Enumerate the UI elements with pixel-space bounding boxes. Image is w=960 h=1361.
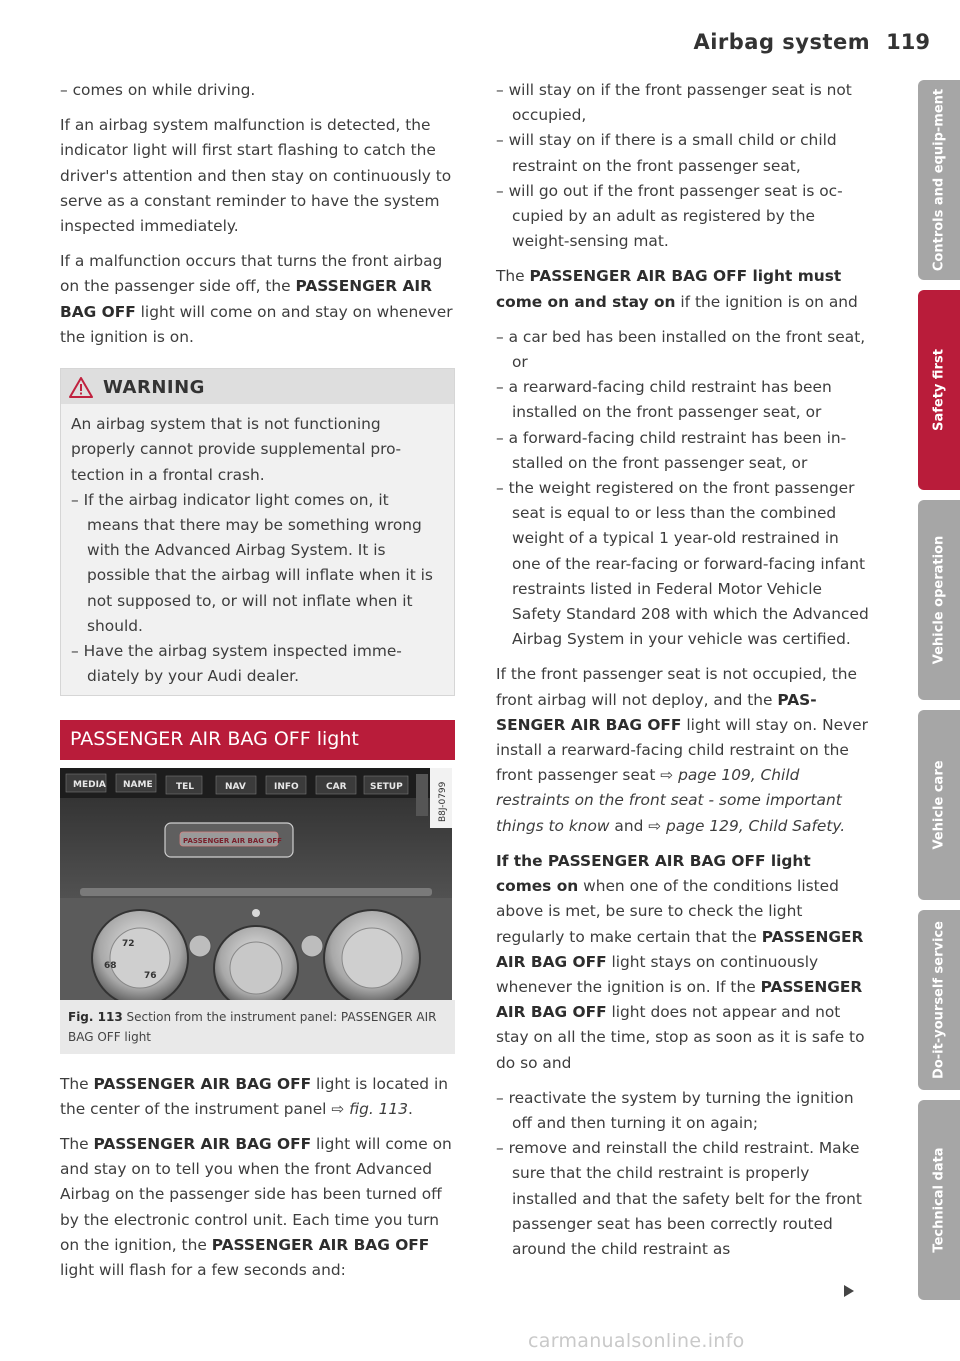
warning-body <box>61 404 454 695</box>
page-reference-link[interactable]: ⇨ page 109, Child restraints on the front seat - some important things to know <box>496 766 842 835</box>
paragraph: – comes on while driving. <box>60 81 256 99</box>
paragraph: The PASSENGER AIR BAG OFF light must come on and stay on if the ignition is on and <box>496 267 858 311</box>
condition-list <box>496 78 871 254</box>
figure-number: Fig. 113 <box>68 1009 123 1024</box>
list-item: – will stay on if there is a small child or child restraint on the front passenger seat, <box>496 131 837 175</box>
section-title: PASSENGER AIR BAG OFF light <box>60 720 455 759</box>
tel-button-label: TEL <box>176 781 195 792</box>
setup-button-label: SETUP <box>370 781 403 792</box>
warning-title: WARNING <box>103 377 205 399</box>
media-button-label: MEDIA <box>73 779 106 790</box>
warning-text: An airbag system that is not functioning properly cannot provide supplemental protection in a frontal crash. <box>71 415 402 484</box>
action-list <box>496 1086 871 1262</box>
name-button-label: NAME <box>123 779 153 790</box>
warning-header <box>61 369 454 404</box>
list-item: – the weight registered on the front passenger seat is equal to or less than the combined weight of a typical 1 year-old restrained in one of the rear-facing or forward-facing infant restraints listed in Federal Motor Vehicle Safety Standard 208 with which the Advanced Airbag System in your vehicle was certified. <box>496 479 869 649</box>
tab-do-it-yourself-service[interactable]: Do-it-yourself service <box>918 910 960 1090</box>
warning-triangle-icon <box>69 377 93 398</box>
list-item: – will stay on if the front passenger seat is not occupied, <box>496 81 852 125</box>
left-column <box>60 78 455 1293</box>
list-item: – will go out if the front passenger seat is occupied by an adult as registered by the weight-sensing mat. <box>496 181 843 251</box>
list-item: – a forward-facing child restraint has been installed on the front passenger seat, or <box>496 428 847 472</box>
figure-reference-link[interactable]: ⇨ fig. 113 <box>331 1099 409 1118</box>
chapter-title: Airbag system <box>693 30 871 54</box>
tab-controls-and-equipment[interactable]: Controls and equip-ment <box>918 80 960 280</box>
nav-button-label: NAV <box>225 781 246 792</box>
list-item: – a car bed has been installed on the front seat, or <box>496 327 866 372</box>
indicator-name: PASSENGER AIR BAG OFF <box>60 277 433 321</box>
paragraph: If the PASSENGER AIR BAG OFF light comes on when one of the conditions listed above is met, be sure to check the light regularly to make certain that the PASSENGER AIR BAG OFF light stays on continuously whenever the ignition is on. If the PASSENGER AIR BAG OFF light does not appear and not stay on all the time, stop as soon as it is safe to do so and <box>496 851 865 1072</box>
list-item: – reactivate the system by turning the ignition off and then turning it on again; <box>496 1088 854 1132</box>
figure-code: B8J-0799 <box>438 781 448 822</box>
temp-label-3: 76 <box>144 970 157 981</box>
list-item: – remove and reinstall the child restraint. Make sure that the child restraint is properly installed and that the safety belt for the front passenger seat has been correctly routed around the child restraint as <box>496 1139 862 1258</box>
warning-box <box>60 368 455 696</box>
tab-safety-first[interactable]: Safety first <box>918 290 960 490</box>
paragraph: If a malfunction occurs that turns the front airbag on the passenger side off, the PASSENGER AIR BAG OFF light will come on and stay on whenever the ignition is on. <box>60 252 453 346</box>
warning-item: – Have the airbag system inspected immediately by your Audi dealer. <box>71 642 402 686</box>
condition-list <box>496 325 871 653</box>
paragraph: The PASSENGER AIR BAG OFF light will come on and stay on to tell you when the front Advanced Airbag on the passenger side has been turned off by the electronic control unit. Each time you turn on the ignition, the PASSENGER AIR BAG OFF light will flash for a few seconds and: <box>60 1135 452 1280</box>
temp-label-1: 72 <box>122 938 135 949</box>
car-button-label: CAR <box>326 781 347 792</box>
continue-arrow-icon <box>842 1284 856 1298</box>
temp-label-2: 68 <box>104 960 117 971</box>
paragraph: If an airbag system malfunction is detected, the indicator light will first start flashing to catch the driver's attention and then stay on continuously to serve as a constant reminder to have the system inspected immediately. <box>60 116 452 236</box>
tab-vehicle-operation[interactable]: Vehicle operation <box>918 500 960 700</box>
list-item: – a rearward-facing child restraint has been installed on the front passenger seat, or <box>496 378 832 422</box>
figure-caption: Fig. 113 Section from the instrument panel: PASSENGER AIR BAG OFF light <box>60 1000 455 1054</box>
right-column <box>496 78 871 1272</box>
page-header <box>693 22 930 62</box>
page-reference-link[interactable]: ⇨ page 129, Child Safety. <box>648 816 846 835</box>
instrument-panel-illustration <box>60 768 452 1000</box>
paragraph: If the front passenger seat is not occupied, the front airbag will not deploy, and the PASSENGER AIR BAG OFF light will stay on. Never install a rearward-facing child restraint on the front passenger seat ⇨ page 109, Child restraints on the front seat - some important things to know and ⇨ page 129, Child Safety. <box>496 665 868 835</box>
tab-technical-data[interactable]: Technical data <box>918 1100 960 1300</box>
warning-item: – If the airbag indicator light comes on, it means that there may be something wrong with the Advanced Airbag System. It is possible that the airbag will inflate when it is not supposed to, or will not inflate when it should. <box>71 490 433 635</box>
figure-instrument-panel <box>60 768 452 1000</box>
paragraph: The PASSENGER AIR BAG OFF light is located in the center of the instrument panel ⇨ fig. 113. <box>60 1074 449 1118</box>
tab-vehicle-care[interactable]: Vehicle care <box>918 710 960 900</box>
watermark: carmanualsonline.info <box>528 1330 745 1352</box>
panel-light-label: PASSENGER AIR BAG OFF <box>183 836 282 845</box>
info-button-label: INFO <box>274 781 299 792</box>
page-number: 119 <box>886 30 930 54</box>
